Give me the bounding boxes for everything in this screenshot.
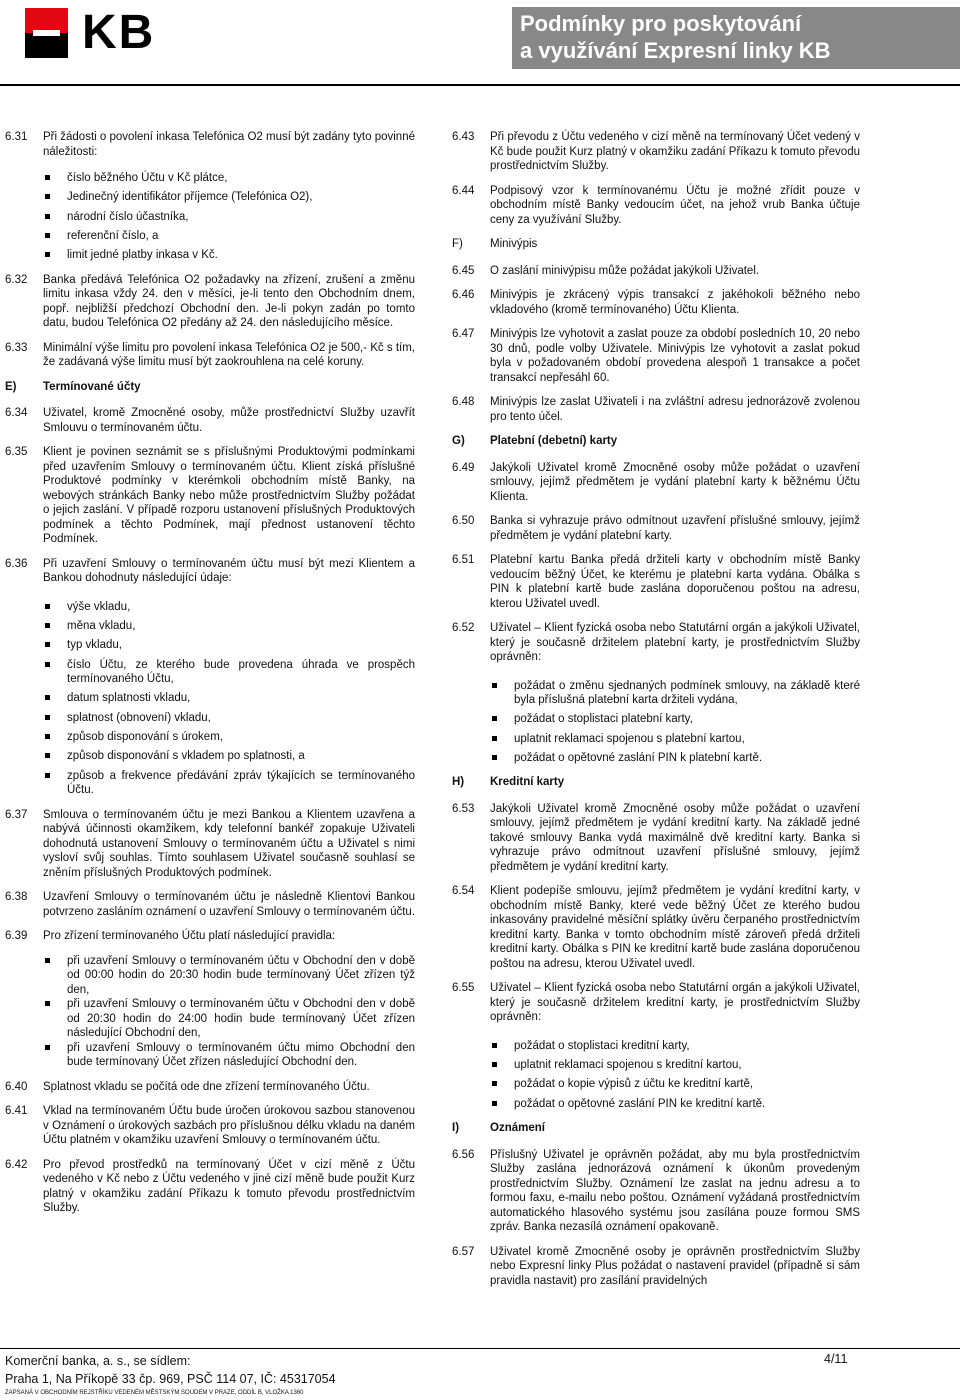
page-number: 4/11 <box>824 1352 848 1366</box>
list-item: Jedinečný identifikátor příjemce (Telefónica O2), <box>67 190 415 205</box>
section-g-heading: G) Platební (debetní) karty <box>452 435 618 447</box>
clause-6-57: 6.57 Uživatel kromě Zmocněné osoby je oprávněn prostřednictvím Služby nebo Expresní linky Plus požádat o nastavení pravidel (případně si sám pravidla nastavit) pro zasílání pravidelných <box>452 1245 860 1287</box>
left-column <box>5 130 415 1226</box>
clause-6-40: 6.40 Splatnost vkladu se počítá ode dne zřízení termínovaného Účtu. <box>5 1080 370 1093</box>
bullet-list-6-52 <box>452 679 860 766</box>
list-item: číslo běžného Účtu v Kč plátce, <box>67 171 415 186</box>
list-item: způsob disponování s vkladem po splatnosti, a <box>67 749 415 764</box>
list-item: při uzavření Smlouvy o termínovaném účtu mimo Obchodní den bude termínovaný Účet zřízen následující Obchodní den. <box>67 1041 415 1069</box>
footer-line-2: Praha 1, Na Příkopě 33 čp. 969, PSČ 114 07, IČ: 45317054 <box>5 1372 336 1386</box>
clause-6-41: 6.41 Vklad na termínovaném Účtu bude úročen úrokovou sazbou stanovenou v Oznámení o úrokových sazbách pro příslušnou délku vkladu na daném Účtu platném v okamžiku uzavření Smlouvy o termínovaném účtu. <box>5 1105 415 1147</box>
title-line-2: a využívání Expresní linky KB <box>520 38 831 63</box>
clause-6-43: 6.43 Při převodu z Účtu vedeného v cizí měně na termínovaný Účet vedený v Kč bude použit Kurz platný v okamžiku zadání Příkazu k tomuto převodu prostřednictvím Služby. <box>452 131 860 172</box>
section-h-heading: H) Kreditní karty <box>452 776 565 789</box>
list-item: způsob a frekvence předávání zpráv týkajících se termínovaného Účtu. <box>67 769 415 797</box>
bullet-list-6-55 <box>452 1039 860 1111</box>
list-item: číslo Účtu, ze kterého bude provedena úhrada ve prospěch termínovaného Účtu, <box>67 658 415 686</box>
logo-text: KB <box>82 6 156 59</box>
list-item: limit jedné platby inkasa v Kč. <box>67 248 415 263</box>
clause-6-56: 6.56 Příslušný Uživatel je oprávněn požádat, aby mu byla prostřednictvím Služby zaslána jednorázová oznámení k úkonům provedeným prostřednictvím Služby. Oznámení lze zaslat na jednu adresu a to formou faxu, e-mailu nebo poštou. Oznámení vyžádaná prostřednictvím automatického hlasového systému jsou zasílána pouze formou SMS zpráv. Banka nezasílá oznámení opakovaně. <box>452 1148 860 1234</box>
kb-logo-icon <box>25 8 68 58</box>
bullet-list-6-39 <box>5 954 415 1070</box>
clause-6-51: 6.51 Platební kartu Banka předá držiteli karty v obchodním místě Banky vedoucím běžný Účet, ke kterému je platební karta vydána. Obálka s PIN k platební kartě bude zaslána doporučenou poštou na adresu, kterou Uživatel uvedl. <box>452 554 860 610</box>
list-item: při uzavření Smlouvy o termínovaném účtu v Obchodní den v době od 00:00 hodin do 20:30 hodin bude termínovaný Účet zřízen týž den, <box>67 954 415 996</box>
list-item: referenční číslo, a <box>67 229 415 244</box>
list-item: požádat o opětovné zaslání PIN k platební kartě. <box>514 751 860 766</box>
footer-registry: ZAPSANÁ V OBCHODNÍM REJSTŘÍKU VEDENÉM MĚSTSKÝM SOUDEM V PRAZE, ODDÍL B, VLOŽKA 1360 <box>5 1390 304 1396</box>
list-item: požádat o změnu sjednaných podmínek smlouvy, na základě které byla příslušná platební karta držiteli vydána, <box>514 679 860 706</box>
list-item: národní číslo účastníka, <box>67 210 415 225</box>
clause-6-38: 6.38 Uzavření Smlouvy o termínovaném účtu je následně Klientovi Bankou potvrzeno zasláním oznámení o uzavření Smlouvy o termínovaném účtu. <box>5 891 416 918</box>
clause-6-32: 6.32 Banka předává Telefónica O2 požadavky na zřízení, zrušení a změnu limitu inkasa vždy 24. den v měsíci, je-li tento den Obchodním dnem, popř. nejbližší předchozí Obchodní den. Je-li pokyn zadán po tomto datu, budou Telefónica O2 předány až 24. den následujícího měsíce. <box>5 273 415 330</box>
clause-6-31: 6.31 Při žádosti o povolení inkasa Telefónica O2 musí být zadány tyto povinné náležitosti: <box>5 131 415 158</box>
title-line-1: Podmínky pro poskytování <box>520 11 802 36</box>
clause-6-37: 6.37 Smlouva o termínovaném účtu je mezi Bankou a Klientem uzavřena a nabývá účinnosti okamžikem, kdy telefonní bankéř zopakuje Uživateli dohodnutá ustanovení Smlouvy o termínovaném účtu a Uživatel s nimi vysloví svůj souhlas. Tímto souhlasem Uživatel současně souhlasí se zněním příslušných Produktových podmínek. <box>5 808 415 879</box>
section-f-heading: F) Minivýpis <box>452 238 538 250</box>
clause-6-55: 6.55 Uživatel – Klient fyzická osoba nebo Statutární orgán a jakýkoli Uživatel, který je současně držitelem kreditní karty, je prostřednictvím Služby oprávněn: <box>452 982 860 1024</box>
list-item: uplatnit reklamaci spojenou s kreditní kartou, <box>514 1058 860 1073</box>
bullet-list-6-31 <box>5 171 415 263</box>
list-item: výše vkladu, <box>67 600 415 615</box>
document-title <box>512 7 960 69</box>
list-item: způsob disponování s úrokem, <box>67 730 415 745</box>
clause-6-50: 6.50 Banka si vyhrazuje právo odmítnout uzavření příslušné smlouvy, jejímž předmětem je vydání platební karty. <box>452 515 860 542</box>
clause-6-47: 6.47 Minivýpis lze vyhotovit a zaslat pouze za období posledních 10, 20 nebo 30 dnů, podle volby Uživatele. Minivýpis lze vyhotovit a zaslat pokud byla v požadovaném období provedena alespoň 1 transakce a počet transakcí nepřesáhl 60. <box>452 328 860 384</box>
bullet-list-6-36 <box>5 600 415 798</box>
list-item: požádat o stoplistaci platební karty, <box>514 712 860 727</box>
list-item: požádat o stoplistaci kreditní karty, <box>514 1039 860 1054</box>
section-e-heading: E) Termínované účty <box>5 380 141 393</box>
page-header <box>0 0 960 80</box>
list-item: typ vkladu, <box>67 638 415 653</box>
footer-company <box>5 1352 336 1388</box>
clause-6-35: 6.35 Klient je povinen seznámit se s příslušnými Produktovými podmínkami před uzavřením Smlouvy o termínovaném účtu. Klient získá příslušné Produktové podmínky v kterémkoli obchodním místě Banky, na webových stránkách Banky nebo může prostřednictvím Služby požádat o jejich zaslání. V případě rozporu ustanovení příslušných Produktových podmínek a těchto Podmínek, mají přednost ustanovení těchto Podmínek. <box>5 446 415 546</box>
clause-6-52: 6.52 Uživatel – Klient fyzická osoba nebo Statutární orgán a jakýkoli Uživatel, který je současně držitelem platební karty, je prostřednictvím Služby oprávněn: <box>452 622 860 663</box>
clause-6-49: 6.49 Jakýkoli Uživatel kromě Zmocněné osoby může požádat o uzavření smlouvy, jejímž předmětem je vydání platební karty k běžnému Účtu Klienta. <box>452 461 860 503</box>
clause-6-45: 6.45 O zaslání minivýpisu může požádat jakýkoli Uživatel. <box>452 264 760 277</box>
footer-line-1: Komerční banka, a. s., se sídlem: <box>5 1354 191 1368</box>
section-i-heading: I) Oznámení <box>452 1122 545 1135</box>
clause-6-33: 6.33 Minimální výše limitu pro povolení inkasa Telefónica O2 je 500,- Kč s tím, že zadávaná výše limitu musí být zaokrouhlena na celé koruny. <box>5 341 415 369</box>
clause-6-54: 6.54 Klient podepíše smlouvu, jejímž předmětem je vydání kreditní karty, v obchodním místě Banky, které vede běžný Účet ze kterého budou inkasovány pravidelné měsíční splátky úvěru čerpaného prostřednictvím kreditní karty. Banka v tomto obchodním místě zároveň předá držiteli kreditní karty. Obálka s PIN ke kreditní kartě bude zaslána doporučenou poštou na adresu, kterou Uživatel uvedl. <box>452 885 860 970</box>
clause-6-34: 6.34 Uživatel, kromě Zmocněné osoby, může prostřednictví Služby uzavřít Smlouvu o termínovaném účtu. <box>5 407 415 434</box>
clause-6-46: 6.46 Minivýpis je zkrácený výpis transakcí z jakéhokoli běžného nebo vkladového (kromě termínovaného) Účtu Klienta. <box>452 289 860 316</box>
list-item: při uzavření Smlouvy o termínovaném účtu v Obchodní den v době od 20:30 hodin do 24:00 hodin bude termínovaný Účet zřízen následující Obchodní den, <box>67 998 415 1040</box>
header-divider <box>0 84 960 86</box>
list-item: splatnost (obnovení) vkladu, <box>67 711 415 726</box>
footer-divider <box>0 1348 960 1349</box>
clause-6-42: 6.42 Pro převod prostředků na termínovaný Účet v cizí měně z Účtu vedeného v Kč nebo z Účtu vedeného v jiné cizí měně bude použit Kurz platný v okamžiku zadání Příkazu k tomuto převodu prostřednictvím Služby. <box>5 1158 415 1215</box>
clause-6-36: 6.36 Při uzavření Smlouvy o termínovaném účtu musí být mezi Klientem a Bankou dohodnuty následující údaje: <box>5 557 415 585</box>
list-item: uplatnit reklamaci spojenou s platební kartou, <box>514 732 860 747</box>
clause-6-48: 6.48 Minivýpis lze zaslat Uživateli i na zvláštní adresu jednorázově zvolenou pro tento účel. <box>452 396 860 423</box>
list-item: měna vkladu, <box>67 619 415 634</box>
clause-6-44: 6.44 Podpisový vzor k termínovanému Účtu je možné zřídit pouze v obchodním místě Banky vedoucím účet, na jehož vrub Banka účtuje ceny za využívání Služby. <box>452 184 860 226</box>
list-item: požádat o kopie výpisů z účtu ke kreditní kartě, <box>514 1077 860 1092</box>
list-item: datum splatnosti vkladu, <box>67 691 415 706</box>
clause-6-53: 6.53 Jakýkoli Uživatel kromě Zmocněné osoby může požádat o uzavření smlouvy, jejímž předmětem je vydání kreditní karty. Na základě jedné takové smlouvy Banka vydá maximálně dvě kreditní karty. Banka si vyhrazuje právo odmítnout uzavření příslušné smlouvy, jejímž předmětem je vydání kreditní karty. <box>452 802 860 873</box>
right-column <box>452 130 860 1298</box>
list-item: požádat o opětovné zaslání PIN ke kreditní kartě. <box>514 1097 860 1112</box>
clause-6-39: 6.39 Pro zřízení termínovaného Účtu platí následující pravidla: <box>5 930 336 943</box>
